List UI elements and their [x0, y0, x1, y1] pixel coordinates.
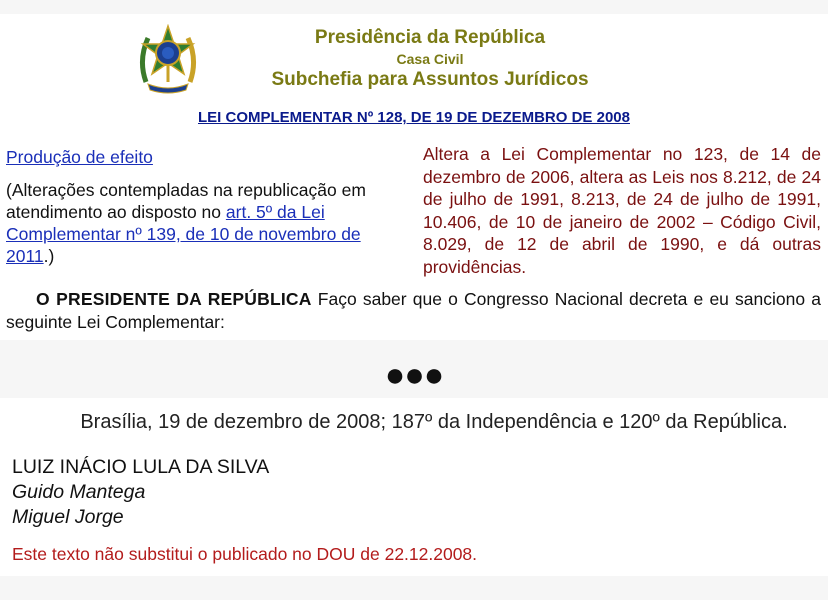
preamble-text: Faço saber que o Congresso Nacional decreta e eu sanciono a seguinte Lei Complementar: — [6, 289, 821, 332]
lc139-link[interactable]: art. 5º da Lei Complementar nº 139, de 10 de novembro de 2011 — [6, 202, 361, 266]
note-text-after: .) — [43, 246, 55, 266]
law-summary-ementa: Altera a Lei Complementar no 123, de 14 de dezembro de 2006, altera as Leis nos 8.212, de 24 de julho de 1991, 8.213, de 24 de julho de 1991, 10.406, de 10 de janeiro de 2002 – Código Civil, 8.029, de 12 de abril de 1990, e dá outras providências. — [423, 144, 821, 277]
preamble-president: O PRESIDENTE DA REPÚBLICA — [36, 289, 312, 309]
republication-note — [6, 179, 390, 267]
signer-president: LUIZ INÁCIO LULA DA SILVA — [12, 456, 270, 478]
brazil-coat-of-arms-icon — [136, 24, 200, 94]
law-title-link[interactable]: LEI COMPLEMENTAR Nº 128, DE 19 DE DEZEMBRO DE 2008 — [198, 109, 630, 126]
preamble-paragraph — [6, 288, 821, 333]
dou-disclaimer: Este texto não substitui o publicado no DOU de 22.12.2008. — [12, 544, 478, 564]
effect-production-link[interactable]: Produção de efeito — [6, 147, 153, 167]
header-subchefia: Subchefia para Assuntos Jurídicos — [271, 69, 589, 90]
left-column — [6, 146, 390, 267]
header-casa-civil: Casa Civil — [396, 51, 464, 67]
signer-minister-2: Miguel Jorge — [12, 506, 124, 528]
omitted-content-separator: ●●● — [384, 356, 444, 394]
signer-minister-1: Guido Mantega — [12, 481, 146, 503]
header-presidencia: Presidência da República — [314, 27, 546, 48]
note-text-before: (Alterações contempladas na republicação em atendimento ao disposto no — [6, 180, 366, 222]
dateline: Brasília, 19 de dezembro de 2008; 187º da Independência e 120º da República. — [80, 411, 788, 433]
